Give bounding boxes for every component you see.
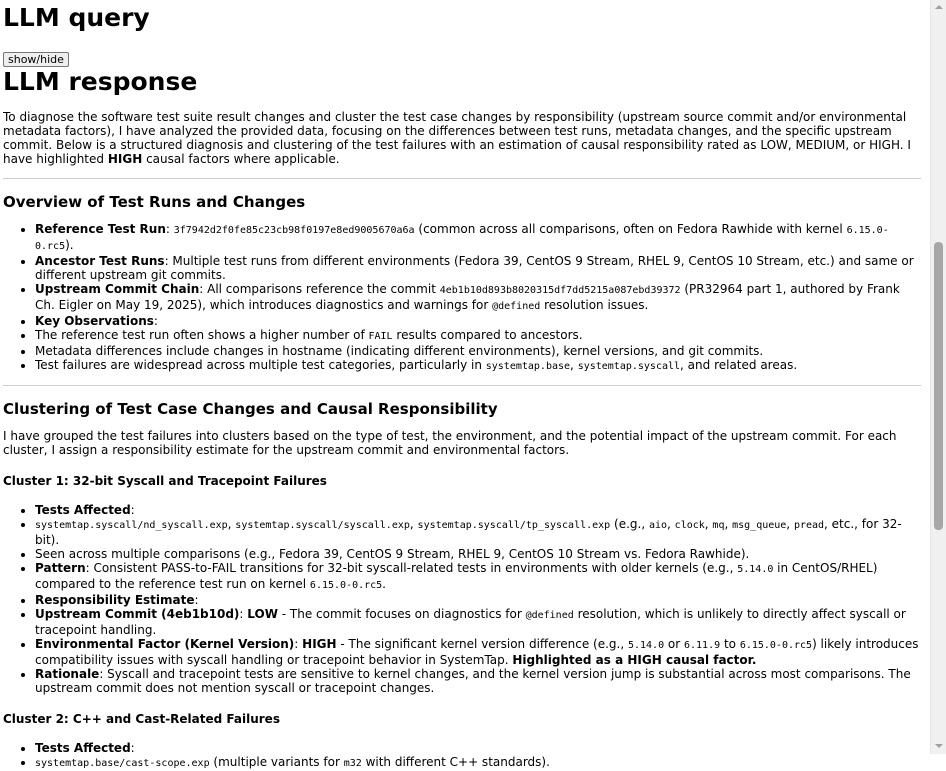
list-item: • The reference test run often shows a higher number of FAIL results compared to ancestors. — [35, 328, 921, 344]
list-item: • systemtap.syscall/nd_syscall.exp, systemtap.syscall/syscall.exp, systemtap.syscall/tp_syscall.exp (e.g., aio, clock, mq, msg_queue, pread, etc., for 32-bit). — [35, 517, 921, 547]
intro-paragraph: To diagnose the software test suite result changes and cluster the test case changes by responsibility (upstream source commit and/or environmental metadata factors), I have analyzed the provided data, focusing on the differences between test runs, metadata changes, and the specific upstream commit. Below is a structured diagnosis and clustering of the test failures with an estimation of causal responsibility rated as LOW, MEDIUM, or HIGH. I have highlighted HIGH causal factors where applicable. — [3, 110, 911, 166]
list-item: • Responsibility Estimate: — [35, 593, 921, 607]
list-item: • Environmental Factor (Kernel Version): HIGH - The significant kernel version difference (e.g., 5.14.0 or 6.11.9 to 6.15.0-0.rc5) likely introduces compatibility issues with syscall handling or tracepoint behavior in SystemTap. Highlighted as a HIGH causal factor. — [35, 637, 921, 667]
list-item: • Pattern: Consistent PASS-to-FAIL transitions for 32-bit syscall-related tests in environments with older kernels (e.g., 5.14.0 in CentOS/RHEL) compared to the reference test run on kernel 6.15.0-0.rc5. — [35, 561, 921, 593]
list-item: • Ancestor Test Runs: Multiple test runs from different environments (Fedora 39, CentOS 9 Stream, RHEL 9, CentOS 10 Stream, etc.) and same or different upstream git commits. — [35, 254, 921, 282]
list-item: • Tests Affected: — [35, 741, 921, 755]
list-item: • Seen across multiple comparisons (e.g., Fedora 39, CentOS 9 Stream, RHEL 9, CentOS 10 Stream vs. Fedora Rawhide). — [35, 547, 921, 561]
llm-response-heading: LLM response — [3, 67, 198, 96]
divider — [3, 385, 921, 386]
list-item: • Metadata differences include changes in hostname (indicating different environments), kernel versions, and git commits. — [35, 344, 921, 358]
scroll-up-arrow-icon[interactable] — [931, 0, 946, 15]
cluster-2-heading: Cluster 2: C++ and Cast-Related Failures — [3, 712, 280, 726]
list-item: • Key Observations: — [35, 314, 921, 328]
clustering-intro: I have grouped the test failures into clusters based on the type of test, the environment, and the potential impact of the upstream commit. For each cluster, I assign a responsibility estimate for the upstream commit and environmental factors. — [3, 429, 897, 457]
list-item: • systemtap.base/cast-scope.exp (multiple variants for m32 with different C++ standards). — [35, 755, 921, 771]
show-hide-button[interactable]: show/hide — [3, 52, 69, 67]
list-item: • Test failures are widespread across multiple test categories, particularly in systemtap.base, systemtap.syscall, and related areas. — [35, 358, 921, 374]
overview-list — [3, 222, 921, 374]
list-item: • Upstream Commit Chain: All comparisons reference the commit 4eb1b10d893b8020315df7dd5215a087ebd39372 (PR32964 part 1, authored by Frank Ch. Eigler on May 19, 2025), which introduces diagnostics and warnings for @defined resolution issues. — [35, 282, 921, 314]
vertical-scrollbar[interactable] — [930, 0, 946, 754]
llm-query-heading: LLM query — [3, 3, 150, 32]
scrollbar-thumb[interactable] — [934, 242, 943, 530]
scroll-down-arrow-icon[interactable] — [931, 739, 946, 754]
cluster-2-list — [3, 741, 921, 771]
list-item: • Upstream Commit (4eb1b10d): LOW - The commit focuses on diagnostics for @defined resolution, which is unlikely to directly affect syscall or tracepoint handling. — [35, 607, 921, 637]
divider — [3, 178, 921, 179]
overview-heading: Overview of Test Runs and Changes — [3, 193, 306, 211]
page-content — [3, 0, 921, 771]
list-item: • Rationale: Syscall and tracepoint tests are sensitive to kernel changes, and the kernel version jump is substantial across most comparisons. The upstream commit does not mention syscall or tracepoint changes. — [35, 667, 921, 695]
list-item: • Reference Test Run: 3f7942d2f0fe85c23cb98f0197e8ed9005670a6a (common across all comparisons, often on Fedora Rawhide with kernel 6.15.0-0.rc5). — [35, 222, 921, 254]
cluster-1-heading: Cluster 1: 32-bit Syscall and Tracepoint Failures — [3, 474, 327, 488]
clustering-heading: Clustering of Test Case Changes and Causal Responsibility — [3, 400, 498, 418]
list-item: • Tests Affected: — [35, 503, 921, 517]
cluster-1-list — [3, 503, 921, 695]
